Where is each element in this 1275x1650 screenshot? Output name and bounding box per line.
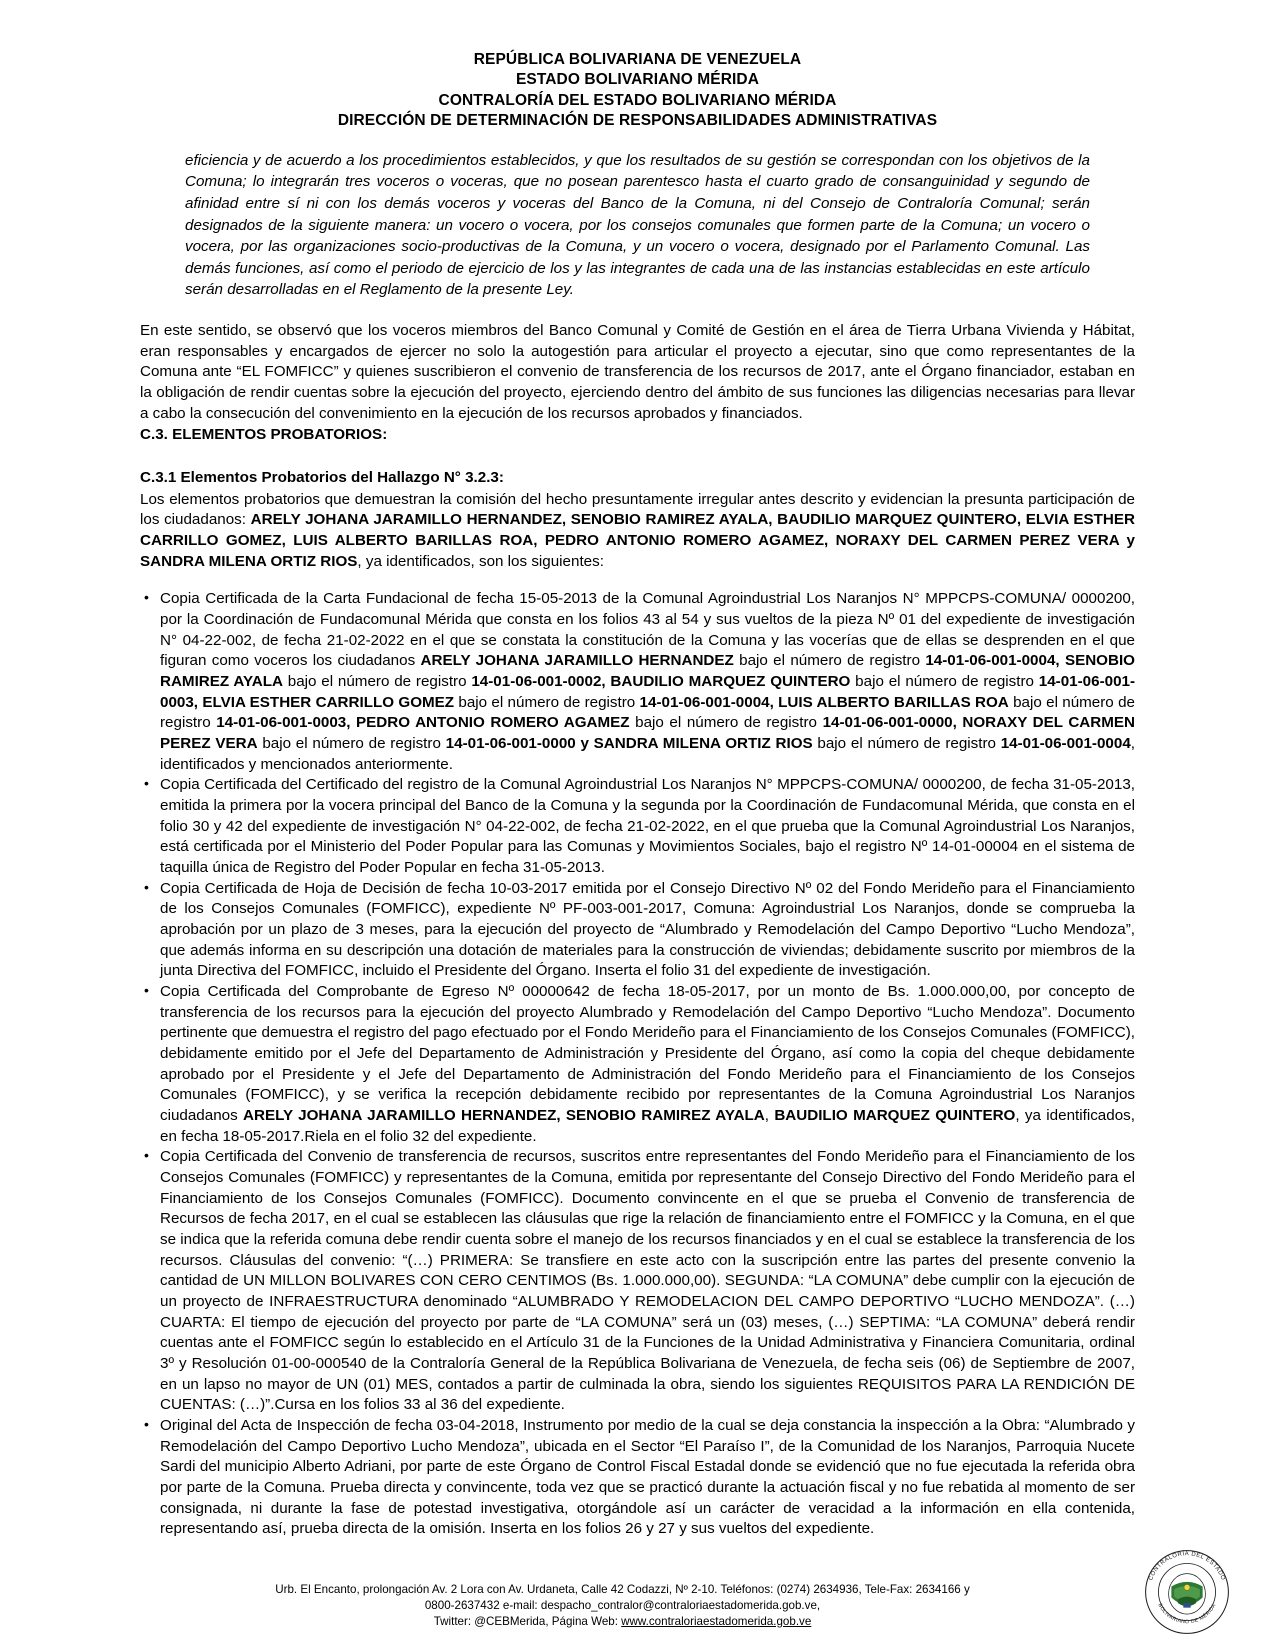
document-body — [140, 321, 1135, 1540]
intro-citizen-names: ARELY JOHANA JARAMILLO HERNANDEZ, SENOBIO RAMIREZ AYALA, BAUDILIO MARQUEZ QUINTERO, ELVIA ESTHER CARRILLO GOMEZ, LUIS ALBERTO BARILLAS ROA, PEDRO ANTONIO ROMERO AGAMEZ, NORAXY DEL CARMEN PEREZ VERA y SANDRA MILENA ORTIZ RIOS — [140, 511, 1135, 570]
list-item — [140, 589, 1135, 775]
evidence-list — [140, 589, 1135, 1540]
header-line-state: ESTADO BOLIVARIANO MÉRIDA — [515, 71, 760, 89]
list-item — [140, 775, 1135, 878]
body-text: , ya identificados, en fecha 18-05-2017.Riela en el folio 32 del expediente. — [160, 1107, 1135, 1145]
header-line-republic: REPÚBLICA BOLIVARIANA DE VENEZUELA — [473, 51, 802, 68]
body-text: bajo el número de registro — [812, 734, 1001, 752]
section-heading-c31: C.3.1 Elementos Probatorios del Hallazgo N° 3.2.3: — [140, 468, 504, 486]
list-item — [140, 1147, 1135, 1416]
body-text: Copia Certificada del Comprobante de Egreso Nº 00000642 de fecha 18-05-2017, por un monto de Bs. 1.000.000,00, por concepto de transferencia de los recursos para la ejecución del proyecto Alumbrado y Remodelación del Campo Deportivo “Lucho Mendoza”. Documento pertinente que demuestra el registro del pago efectuado por el Fondo Merideño para el Financiamiento de los Consejos Comunales (FOMFICC), debidamente emitido por el Jefe del Departamento de Administración y Presidente del Órgano, así como la copia del cheque debidamente aprobado por el Presidente y el Jefe del Departamento de Administración del Fondo Merideño para el Financiamiento de los Consejos Comunales (FOMFICC), y se verifica la recepción debidamente recibido por representantes de la Comuna Agroindustrial Los Naranjos ciudadanos — [160, 983, 1135, 1125]
emphasis-text: 14-01-06-001-0003, ELVIA ESTHER CARRILLO GOMEZ — [160, 672, 1136, 711]
emphasis-text: ARELY JOHANA JARAMILLO HERNANDEZ — [420, 652, 734, 670]
body-text: Copia Certificada de la Carta Fundacional de fecha 15-05-2013 de la Comunal Agroindustrial Los Naranjos N° MPPCPS-COMUNA/ 0000200, por la Coordinación de Fundacomunal Mérida que consta en los folios 43 al 54 y sus vueltos de la pieza Nº 01 del expediente de investigación N° 04-22-002, de fecha 21-02-2022 en el que se constata la constitución de la Comuna y las vocerías que de ellas se desprenden en el que figuran como voceros los ciudadanos — [160, 590, 1135, 670]
contraloria-seal-logo — [1141, 1546, 1233, 1638]
law-quote-paragraph: eficiencia y de acuerdo a los procedimientos establecidos, y que los resultados de su gestión se correspondan con los objetivos de la Comuna; lo integrarán tres voceros o voceras, que no posean parentesco hasta el cuarto grado de consanguinidad y segundo de afinidad entre sí ni con los demás voceros y voceras del Banco de la Comuna, ni del Consejo de Contraloría Comunal; serán designados de la siguiente manera: un vocero o vocera, por los consejos comunales que formen parte de la Comuna; un vocero o vocera, por las organizaciones socio-productivas de la Comuna, y un vocero o vocera, designado por el Parlamento Comunal. Las demás funciones, así como el periodo de ejercicio de los y las integrantes de cada una de las instancias establecidas en este artículo serán desarrolladas en el Reglamento de la presente Ley. — [185, 151, 1090, 299]
body-text: bajo el número de registro — [850, 672, 1039, 690]
footer-website-link[interactable]: www.contraloriaestadomerida.gob.ve — [621, 1615, 812, 1629]
intro-text-part1: Los elementos probatorios que demuestran la comisión del hecho presuntamente irregular antes descrito y evidencian la presunta participación de los ciudadanos: — [140, 490, 1135, 529]
footer-email-line: 0800-2637432 e-mail: despacho_contralor@contraloriaestadomerida.gob.ve, — [424, 1599, 821, 1613]
emphasis-text: 14-01-06-001-0003, PEDRO ANTONIO ROMERO AGAMEZ — [216, 714, 630, 732]
body-text: Copia Certificada del Convenio de transferencia de recursos, suscritos entre representantes del Fondo Merideño para el Financiamiento de los Consejos Comunales (FOMFICC) y representantes de la Comuna, emitida por representante del Consejo Directivo del Fondo Merideño para el Financiamiento de los Consejos Comunales (FOMFICC). Documento convincente en el que se prueba el Convenio de transferencia de Recursos de fecha 2017, en el cual se establecen las cláusulas que rige la relación de financiamiento entre el FOMFICC y la Comuna, en el que se indica que la referida comuna debe rendir cuenta sobre el manejo de los recursos financiados y en el cual se establece la transferencia de los recursos. Cláusulas del convenio: “(…) PRIMERA: Se transfiere en este acto con la suscripción entre las partes del presente convenio la cantidad de UN MILLON BOLIVARES CON CERO CENTIMOS (Bs. 1.000.000,00). SEGUNDA: “LA COMUNA” debe cumplir con la ejecución de un proyecto de INFRAESTRUCTURA denominado “ALUMBRADO Y REMODELACION DEL CAMPO DEPORTIVO “LUCHO MENDOZA”. (…) CUARTA: El tiempo de ejecución del proyecto por parte de “LA COMUNA” será un (03) meses, (…) SEPTIMA: “LA COMUNA” deberá rendir cuentas ante el FOMFICC según lo establecido en el Artículo 31 de la Funciones de la Unidad Administrativa y Financiera Comunitaria, ordinal 3º y Resolución 01-00-000540 de la Contraloría General de la República Bolivariana de Venezuela, de fecha seis (06) de Septiembre de 2007, en un lapso no mayor de UN (01) MES, contados a partir de culminada la obra, siendo los siguientes REQUISITOS PARA LA RENDICIÓN DE CUENTAS: (…)”.Cursa en los folios 33 al 36 del expediente. — [160, 1148, 1135, 1414]
list-item — [140, 1416, 1135, 1540]
observacion-paragraph: En este sentido, se observó que los voceros miembros del Banco Comunal y Comité de Gestión en el área de Tierra Urbana Vivienda y Hábitat, eran responsables y encargados de ejercer no solo la autogestión para articular el proyecto a ejecutar, sino que como representantes de la Comuna ante “EL FOMFICC” y quienes suscribieron el convenio de transferencia de los recursos de 2017, ante el Órgano financiador, estaban en la obligación de rendir cuentas sobre la ejecución del proyecto, ejerciendo dentro del ámbito de sus funciones las diligencias necesarias para llevar a cabo la consecución del convenimiento en la ejecución de los recursos aprobados y financiados. — [140, 321, 1135, 422]
emphasis-text: 14-01-06-001-0002, BAUDILIO MARQUEZ QUINTERO — [471, 672, 851, 690]
footer-contact-block — [0, 1582, 1275, 1630]
emphasis-text: 14-01-06-001-0004, LUIS ALBERTO BARILLAS ROA — [639, 693, 1009, 711]
footer-web-line — [200, 1614, 1045, 1630]
list-item — [140, 879, 1135, 982]
intro-paragraph — [140, 490, 1135, 573]
emphasis-text: 14-01-06-001-0000 y SANDRA MILENA ORTIZ RIOS — [445, 734, 813, 752]
emphasis-text: 14-01-06-001-0004, SENOBIO RAMIREZ AYALA — [160, 652, 1135, 690]
body-text: Copia Certificada de Hoja de Decisión de fecha 10-03-2017 emitida por el Consejo Directivo Nº 02 del Fondo Merideño para el Financiamiento de los Consejos Comunales (FOMFICC), expediente Nº PF-003-001-2017, Comuna: Agroindustrial Los Naranjos, donde se comprueba la aprobación por un plazo de 3 meses, para la ejecución del proyecto de “Alumbrado y Remodelación del Campo Deportivo “Lucho Mendoza”, que además informa en su descripción una dotación de materiales para la construcción de viviendas; debidamente suscrito por miembros de la junta Directiva del FOMFICC, incluido el Presidente del Órgano. Inserta el folio 31 del expediente de investigación. — [160, 879, 1135, 980]
header-line-contraloria: CONTRALORÍA DEL ESTADO BOLIVARIANO MÉRIDA — [438, 91, 837, 109]
svg-text:BOLIVARIANO DE MÉRIDA: BOLIVARIANO DE MÉRIDA — [1156, 1602, 1218, 1626]
intro-text-part2: , ya identificados, son los siguientes: — [357, 552, 604, 570]
footer-address-line: Urb. El Encanto, prolongación Av. 2 Lora con Av. Urdaneta, Calle 42 Codazzi, Nº 2-10. Teléfonos: (0274) 2634936, Tele-Fax: 2634166 y — [275, 1583, 970, 1597]
emphasis-text: ARELY JOHANA JARAMILLO HERNANDEZ, SENOBIO RAMIREZ AYALA — [243, 1107, 765, 1125]
emphasis-text: BAUDILIO MARQUEZ QUINTERO — [774, 1107, 1016, 1125]
svg-text:CONTRALORÍA DEL ESTADO: CONTRALORÍA DEL ESTADO — [1148, 1551, 1226, 1582]
document-footer — [0, 1551, 1275, 1630]
body-text: Copia Certificada del Certificado del registro de la Comunal Agroindustrial Los Naranjos N° MPPCPS-COMUNA/ 0000200, de fecha 31-05-2013, emitida la primera por la vocera principal del Banco de la Comuna y la segunda por la Coordinación de Fundacomunal Mérida, que consta en el folio 30 y 42 del expediente de investigación N° 04-22-002, de fecha 21-02-2022, en el que prueba que la Comunal Agroindustrial Los Naranjos, está certificada por el Ministerio del Poder Popular para las Comunas y Movimientos Sociales, bajo el registro Nº 14-01-00004 en el sistema de taquilla única de Registro del Poder Popular en fecha 31-05-2013. — [160, 776, 1135, 876]
body-text: bajo el número de registro — [454, 693, 640, 711]
header-line-direccion: DIRECCIÓN DE DETERMINACIÓN DE RESPONSABILIDADES ADMINISTRATIVAS — [337, 112, 938, 130]
body-text: , — [764, 1107, 775, 1125]
section-heading-c3: C.3. ELEMENTOS PROBATORIOS: — [140, 426, 388, 444]
document-header — [0, 0, 1275, 132]
footer-web-prefix: Twitter: @CEBMerida, Página Web: — [433, 1615, 622, 1629]
body-text: bajo el número de registro — [733, 652, 926, 670]
body-text: , identificados y mencionados anteriormente. — [160, 734, 1136, 773]
list-item — [140, 982, 1135, 1147]
body-text: bajo el número de registro — [629, 714, 823, 732]
body-text: bajo el número de registro — [160, 693, 1135, 732]
emphasis-text: 14-01-06-001-0000, NORAXY DEL CARMEN PEREZ VERA — [160, 714, 1135, 752]
body-text: bajo el número de registro — [257, 734, 446, 752]
body-text: bajo el número de registro — [282, 672, 472, 690]
body-text: Original del Acta de Inspección de fecha 03-04-2018, Instrumento por medio de la cual se deja constancia la inspección a la Obra: “Alumbrado y Remodelación del Campo Deportivo Lucho Mendoza”, ubicada en el Sector “El Paraíso I”, de la Comunidad de los Naranjos, Parroquia Nucete Sardi del municipio Alberto Adriani, por parte de este Órgano de Control Fiscal Estadal donde se evidenció que no fue ejecutada la referida obra por parte de la Comuna. Prueba directa y convincente, toda vez que se practicó durante la actuación fiscal y no fue rebatida al momento de ser consignada, ni durante la fase de potestad investigativa, otorgándole así un carácter de veracidad a la información en ella contenida, representando así, prueba directa de la omisión. Inserta en los folios 26 y 27 y sus vueltos del expediente. — [160, 1417, 1135, 1538]
emphasis-text: 14-01-06-001-0004 — [1000, 734, 1131, 752]
